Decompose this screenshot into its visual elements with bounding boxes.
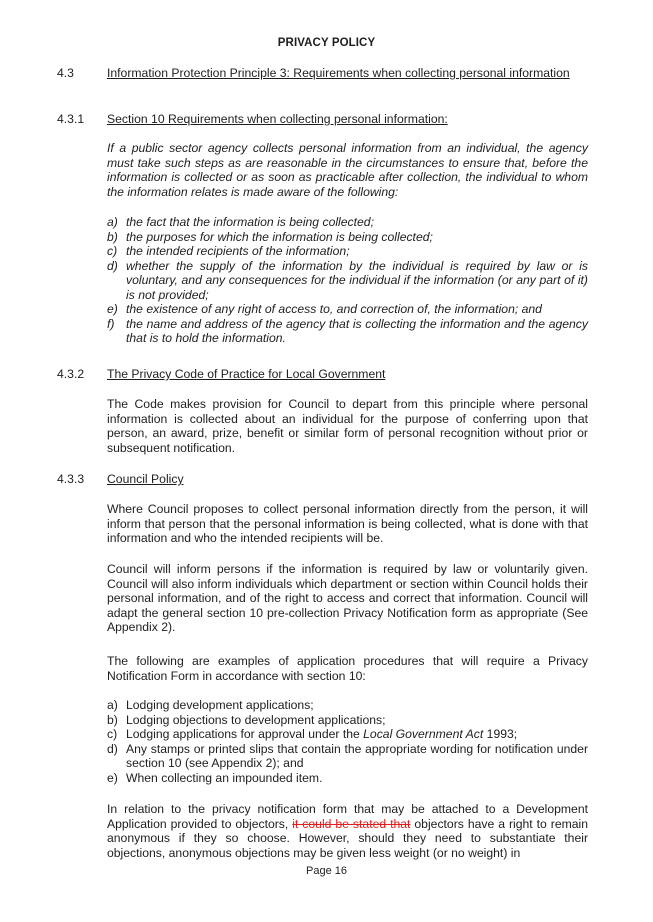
section-4-3-3-paragraph-1: Where Council proposes to collect personal information directly from the person, it will inform that person that the personal information is being collected, what is done with that information and who the intended recipients will be.: [107, 502, 588, 545]
list-item-text: the fact that the information is being collected;: [126, 215, 374, 229]
list-item: [107, 727, 588, 742]
section-4-3-1-list: [107, 215, 588, 346]
list-marker: b): [107, 229, 118, 244]
list-item-text: Any stamps or printed slips that contain the appropriate wording for notification under section 10 (see Appendix 2); and: [126, 741, 588, 770]
section-number-4-3: 4.3: [57, 66, 74, 80]
list-item-text: whether the supply of the information by the individual is required by law or is voluntary, and any consequences for the individual if the information (or any part of it) is not provided;: [126, 258, 588, 302]
list-item-text: When collecting an impounded item.: [126, 770, 323, 785]
section-number-4-3-3: 4.3.3: [57, 472, 85, 486]
list-marker: a): [107, 215, 118, 229]
list-item: [107, 742, 588, 771]
section-heading-4-3: Information Protection Principle 3: Requirements when collecting personal information: [107, 66, 570, 80]
list-item: [107, 230, 588, 245]
list-item: [107, 302, 588, 317]
list-marker: d): [107, 741, 118, 756]
section-4-3-3-list: [107, 698, 588, 785]
list-marker: e): [107, 770, 118, 785]
paragraph-text-post: objectors have a right to remain anonymous if they so choose. However, should they need to substantiate their objections, anonymous objections may be given less weight (or no weight) in: [107, 816, 589, 860]
page-number: Page 16: [306, 865, 347, 877]
section-heading-4-3-1: Section 10 Requirements when collecting personal information:: [107, 112, 448, 126]
list-item-text: the intended recipients of the information;: [126, 244, 350, 258]
section-number-4-3-1: 4.3.1: [57, 112, 85, 126]
section-4-3-1-intro: If a public sector agency collects personal information from an individual, the agency must take such steps as are reasonable in the circumstances to ensure that, before the information is collected or as soon as practicable after collection, the individual to whom the information relates is made aware of the following:: [107, 141, 588, 199]
section-4-3-2-body: The Code makes provision for Council to depart from this principle where personal information is collected about an individual for the purpose of conferring upon that person, an award, prize, benefit or similar form of personal recognition without prior or subsequent notification.: [107, 397, 588, 455]
list-item: [107, 771, 588, 786]
list-marker: e): [107, 302, 118, 316]
act-name: Local Government Act: [363, 727, 484, 741]
section-heading-4-3-3: Council Policy: [107, 472, 184, 486]
list-item-text: Lodging development applications;: [126, 698, 314, 712]
list-marker: d): [107, 258, 118, 273]
list-item: [107, 259, 588, 303]
list-item-text-pre: Lodging applications for approval under the: [126, 727, 364, 741]
list-item-text: Lodging objections to development applications;: [126, 712, 386, 727]
list-item: [107, 215, 588, 230]
list-marker: f): [107, 316, 115, 331]
list-marker: b): [107, 712, 118, 727]
section-number-4-3-2: 4.3.2: [57, 367, 85, 381]
list-marker: a): [107, 698, 118, 712]
list-item-text: the name and address of the agency that is collecting the information and the agency that is to hold the information.: [126, 316, 588, 345]
paragraph-text-pre: In relation to the privacy notification form that may be attached to a Development Application provided to objectors,: [107, 802, 588, 831]
section-4-3-3-paragraph-3: The following are examples of application procedures that will require a Privacy Notification Form in accordance with section 10:: [107, 654, 588, 683]
list-item: [107, 698, 588, 713]
list-marker: c): [107, 244, 118, 258]
list-item: [107, 244, 588, 259]
list-item-text: the existence of any right of access to, and correction of, the information; and: [126, 302, 542, 316]
list-marker: c): [107, 727, 118, 741]
section-4-3-3-paragraph-4: [107, 802, 588, 860]
list-item-text-post: 1993;: [483, 727, 518, 741]
section-heading-4-3-2: The Privacy Code of Practice for Local Government: [107, 367, 386, 381]
section-4-3-3-paragraph-2: Council will inform persons if the information is required by law or voluntarily given. Council will also inform individuals which department or section within Council holds their personal information, and of the right to access and correct that information. Council will adapt the general section 10 pre-collection Privacy Notification form as appropriate (See Appendix 2).: [107, 562, 588, 634]
page-title: PRIVACY POLICY: [277, 37, 376, 49]
struck-text: it could be stated that: [292, 816, 411, 831]
list-item: [107, 317, 588, 346]
list-item: [107, 713, 588, 728]
list-item-text: the purposes for which the information is being collected;: [126, 229, 433, 244]
